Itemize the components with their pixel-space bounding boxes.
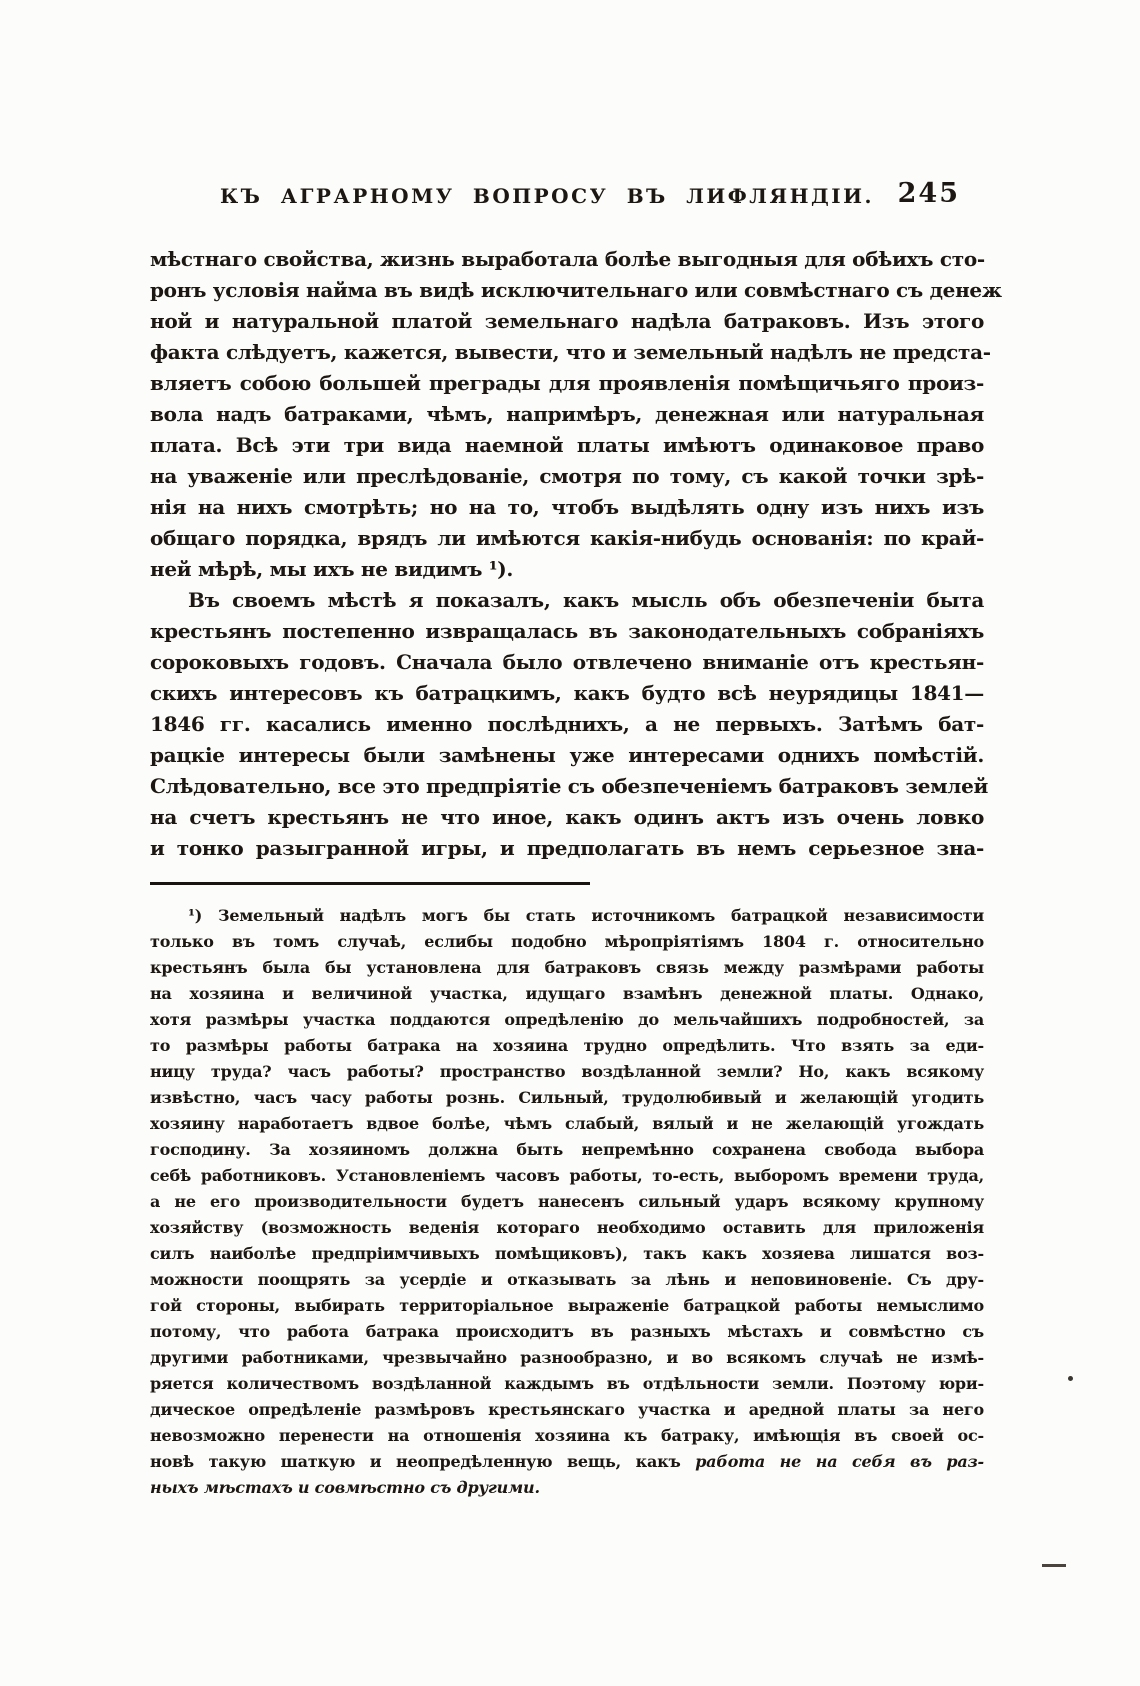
text-line: ряется количествомъ воздѣланной каждымъ въ отдѣльности земли. Поэтому юри- xyxy=(150,1374,984,1393)
text-line: ¹) Земельный надѣлъ могъ бы стать источникомъ батрацкой независимости xyxy=(188,906,984,925)
text-line: себѣ работниковъ. Установленіемъ часовъ работы, то-есть, выборомъ времени труда, xyxy=(150,1166,984,1185)
text-line: общаго порядка, врядъ ли имѣются какія-нибудь основанія: по край- xyxy=(150,526,984,550)
text-line: то размѣры работы батрака на хозяина трудно опредѣлить. Что взять за еди- xyxy=(150,1036,984,1055)
text-line: извѣстно, часъ часу работы рознь. Сильный, трудолюбивый и желающій угодить xyxy=(150,1088,984,1107)
text-line: хотя размѣры участка поддаются опредѣленію до мельчайшихъ подробностей, за xyxy=(150,1010,984,1029)
text-line: сороковыхъ годовъ. Сначала было отвлечено вниманіе отъ крестьян- xyxy=(150,650,984,674)
text-line: господину. За хозяиномъ должна быть непремѣнно сохранена свобода выбора xyxy=(150,1140,984,1159)
text-line: ней мѣрѣ, мы ихъ не видимъ ¹). xyxy=(150,557,514,581)
page-header xyxy=(150,178,984,218)
paragraph xyxy=(150,903,984,1501)
text-line: вола надъ батраками, чѣмъ, напримѣръ, денежная или натуральная xyxy=(150,402,984,426)
text-line: дическое опредѣленіе размѣровъ крестьянскаго участка и аредной платы за него xyxy=(150,1400,984,1419)
text-line: только въ томъ случаѣ, еслибы подобно мѣропріятіямъ 1804 г. относительно xyxy=(150,932,984,951)
footnote-text xyxy=(150,903,984,1501)
text-line: скихъ интересовъ къ батрацкимъ, какъ будто всѣ неурядицы 1841— xyxy=(150,681,984,705)
text-line: крестьянъ была бы установлена для батраковъ связь между размѣрами работы xyxy=(150,958,984,977)
main-body-text xyxy=(150,244,1002,864)
text-line: и тонко разыгранной игры, и предполагать въ немъ серьезное зна- xyxy=(150,836,984,860)
text-line: можности поощрять за усердіе и отказывать за лѣнь и неповиновеніе. Съ дру- xyxy=(150,1270,984,1289)
text-line: силъ наиболѣе предпріимчивыхъ помѣщиковъ), такъ какъ хозяева лишатся воз- xyxy=(150,1244,984,1263)
text-segment: новѣ такую шаткую и неопредѣленную вещь, какъ xyxy=(150,1452,696,1471)
text-line: вляетъ собою большей преграды для проявленія помѣщичьяго произ- xyxy=(150,371,984,395)
text-line: на уваженіе или преслѣдованіе, смотря по тому, съ какой точки зрѣ- xyxy=(150,464,984,488)
text-line: плата. Всѣ эти три вида наемной платы имѣютъ одинаковое право xyxy=(150,433,984,457)
italic-text-segment: работа не на себя въ раз- xyxy=(695,1452,984,1471)
margin-dash-mark xyxy=(1042,1564,1066,1567)
text-line: факта слѣдуетъ, кажется, вывести, что и земельный надѣлъ не предста- xyxy=(150,340,991,364)
paragraph xyxy=(150,244,1002,585)
running-header-title: КЪ АГРАРНОМУ ВОПРОСУ ВЪ ЛИФЛЯНДІИ. xyxy=(220,184,874,208)
text-line: ной и натуральной платой земельнаго надѣла батраковъ. Изъ этого xyxy=(150,309,984,333)
text-line: а не его производительности будетъ нанесенъ сильный ударъ всякому крупному xyxy=(150,1192,984,1211)
text-line: гой стороны, выбирать территоріальное выраженіе батрацкой работы немыслимо xyxy=(150,1296,984,1315)
text-line: мѣстнаго свойства, жизнь выработала болѣе выгодныя для обѣихъ сто- xyxy=(150,247,985,271)
text-line: нія на нихъ смотрѣть; но на то, чтобъ выдѣлять одну изъ нихъ изъ xyxy=(150,495,984,519)
text-line: ницу труда? часъ работы? пространство воздѣланной земли? Но, какъ всякому xyxy=(150,1062,984,1081)
text-line: хозяйству (возможность веденія котораго необходимо оставить для приложенія xyxy=(150,1218,984,1237)
text-line xyxy=(150,1449,984,1475)
text-line: Въ своемъ мѣстѣ я показалъ, какъ мысль объ обезпеченіи быта xyxy=(188,588,984,612)
footnote-separator-rule xyxy=(150,882,590,885)
text-line: крестьянъ постепенно извращалась въ законодательныхъ собраніяхъ xyxy=(150,619,984,643)
text-line: ронъ условія найма въ видѣ исключительнаго или совмѣстнаго съ денеж xyxy=(150,278,1002,302)
text-line: 1846 гг. касались именно послѣднихъ, а не первыхъ. Затѣмъ бат- xyxy=(150,712,984,736)
italic-text-segment: ныхъ мѣстахъ и совмѣстно съ другими. xyxy=(150,1478,540,1497)
text-line: потому, что работа батрака происходитъ въ разныхъ мѣстахъ и совмѣстно съ xyxy=(150,1322,984,1341)
text-line: другими работниками, чрезвычайно разнообразно, и во всякомъ случаѣ не измѣ- xyxy=(150,1348,984,1367)
print-speck xyxy=(1068,1376,1073,1381)
text-line: невозможно перенести на отношенія хозяина къ батраку, имѣющія въ своей ос- xyxy=(150,1426,984,1445)
page-number: 245 xyxy=(897,178,960,209)
text-column xyxy=(150,178,1002,1501)
text-line xyxy=(150,1475,984,1501)
text-line: на счетъ крестьянъ не что иное, какъ одинъ актъ изъ очень ловко xyxy=(150,805,984,829)
text-line: хозяину наработаетъ вдвое болѣе, чѣмъ слабый, вялый и не желающій угождать xyxy=(150,1114,984,1133)
paragraph xyxy=(150,585,989,864)
text-line: Слѣдовательно, все это предпріятіе съ обезпеченіемъ батраковъ землей xyxy=(150,774,989,798)
text-line: рацкіе интересы были замѣнены уже интересами однихъ помѣстій. xyxy=(150,743,984,767)
text-line: на хозяина и величиной участка, идущаго взамѣнъ денежной платы. Однако, xyxy=(150,984,984,1003)
